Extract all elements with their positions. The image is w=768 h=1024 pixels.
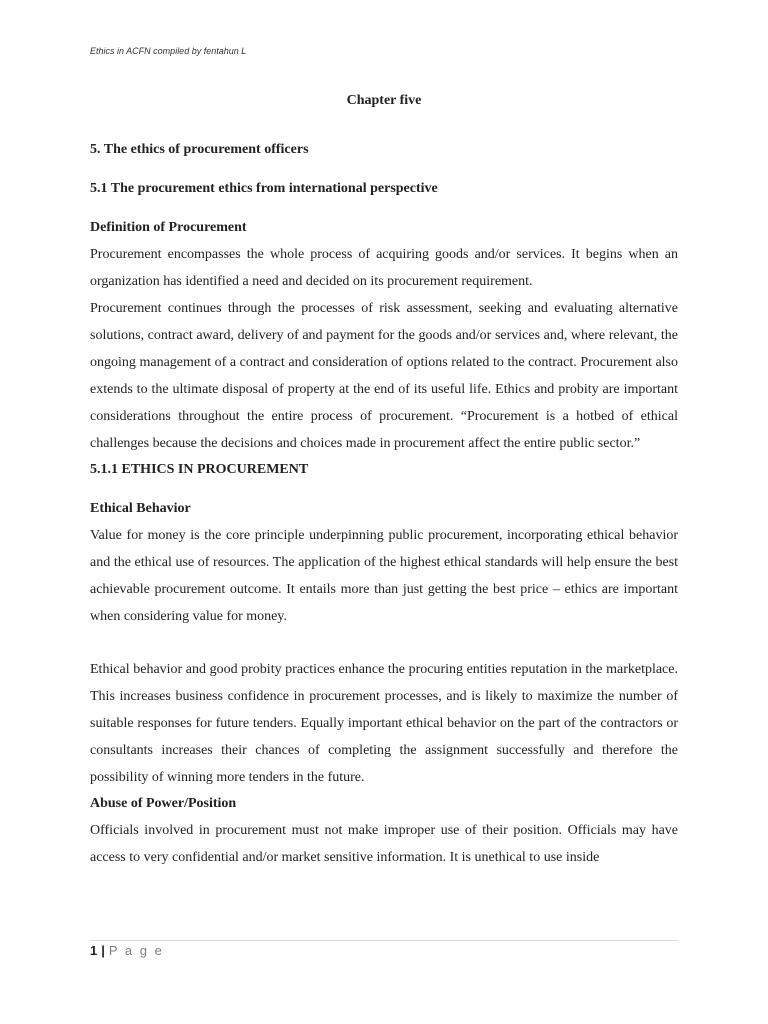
abuse-of-power-paragraph: Officials involved in procurement must not make improper use of their position. Officials may have access to very confidential and/or market sensitive information. It is unethical to use inside: [90, 823, 678, 865]
definition-paragraph-2: Procurement continues through the processes of risk assessment, seeking and evaluating alternative solutions, contract award, delivery of and payment for the goods and/or services and, where relevant, the ongoing management of a contract and consideration of options related to the contract. Procurement also extends to the ultimate disposal of property at the end of its useful life. Ethics and probity are important considerations throughout the entire process of procurement. “Procurement is a hotbed of ethical challenges because the decisions and choices made in procurement affect the entire public sector.”: [90, 301, 678, 451]
running-header: Ethics in ACFN compiled by fentahun L: [90, 46, 247, 56]
ethical-behavior-heading: Ethical Behavior: [90, 501, 191, 516]
page-footer: [90, 943, 164, 958]
footer-separator: |: [101, 943, 105, 958]
footer-divider: [90, 940, 678, 941]
ethical-behavior-paragraph-2: Ethical behavior and good probity practices enhance the procuring entities reputation in the marketplace. This increases business confidence in procurement processes, and is likely to maximize the number of suitable responses for future tenders. Equally important ethical behavior on the part of the contractors or consultants increases their chances of completing the assignment successfully and therefore the possibility of winning more tenders in the future.: [90, 662, 678, 785]
page-label: P a g e: [108, 943, 164, 958]
abuse-of-power-heading: Abuse of Power/Position: [90, 796, 237, 811]
page-number: 1: [90, 943, 98, 958]
definition-paragraph-1: Procurement encompasses the whole process of acquiring goods and/or services. It begins when an organization has identified a need and decided on its procurement requirement.: [90, 247, 678, 289]
ethical-behavior-paragraph-1: Value for money is the core principle underpinning public procurement, incorporating ethical behavior and the ethical use of resources. The application of the highest ethical standards will help ensure the best achievable procurement outcome. It entails more than just getting the best price – ethics are important when considering value for money.: [90, 528, 678, 624]
definition-heading: Definition of Procurement: [90, 220, 247, 235]
section-title: 5. The ethics of procurement officers: [90, 142, 309, 157]
page-content: [90, 88, 678, 871]
subsection-title: 5.1 The procurement ethics from international perspective: [90, 181, 438, 196]
ethics-in-procurement-heading: 5.1.1 ETHICS IN PROCUREMENT: [90, 462, 309, 477]
chapter-title: Chapter five: [346, 93, 422, 108]
